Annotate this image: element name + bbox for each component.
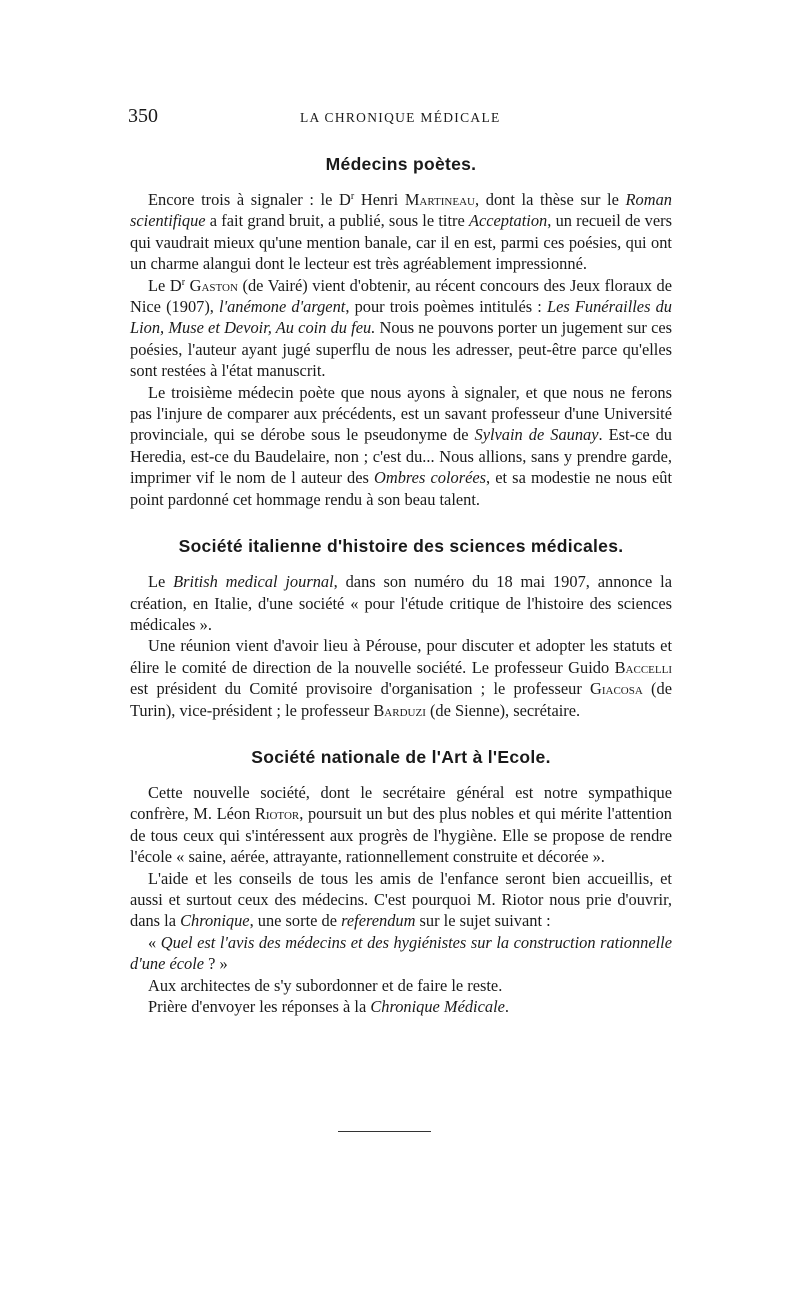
text-run: , une sorte de xyxy=(249,911,342,931)
article-body xyxy=(130,154,672,1017)
text-run: Nous ne pouvons porter un jugement sur ces poésies, l'auteur ayant jugé superflu de nous les adresser, peut-être parce qu'elles sont restées à l'état manuscrit. xyxy=(130,318,672,381)
paragraph xyxy=(130,996,672,1017)
text-run: . Est-ce du Heredia, est-ce du Baudelaire, non ; c'est du... Nous allions, sans y prendre garde, imprimer vif le nom de l auteur des xyxy=(130,425,673,488)
italic-text: Quel est l'avis des médecins et des hygiénistes sur la construction rationnelle d'une école xyxy=(130,932,672,974)
paragraph xyxy=(130,868,672,932)
paragraph xyxy=(130,635,672,721)
text-run: (de Vairé) vient d'obtenir, au récent concours des Jeux floraux de Nice (1907), xyxy=(130,275,672,317)
paragraph xyxy=(130,975,672,996)
italic-text: Les Funérailles du Lion, Muse et Devoir, Au coin du feu. xyxy=(130,297,673,338)
italic-text: Chronique Médicale xyxy=(370,997,505,1016)
italic-text: Ombres colorées xyxy=(374,468,486,488)
text-run: L'aide et les conseils de tous les amis de l'enfance seront bien accueillis, et aussi et surtout ceux des médecins. C'est pourquoi M. Riotor nous prie d'ouvrir, dans la xyxy=(130,868,672,931)
text-run: . xyxy=(504,997,510,1016)
small-caps-name: Giacosa xyxy=(590,679,643,699)
text-run: « xyxy=(148,932,161,952)
text-run: est président du Comité provisoire d'organisation ; le professeur xyxy=(130,679,591,699)
journal-title: LA CHRONIQUE MÉDICALE xyxy=(300,110,501,125)
section-heading: Société italienne d'histoire des sciences médicales. xyxy=(178,536,624,557)
text-run: a fait grand bruit, a publié, sous le titre xyxy=(205,211,469,231)
italic-text: Sylvain de Saunay xyxy=(474,425,599,445)
text-run: , dans son numéro du 18 mai 1907, annonce la création, en Italie, d'une société « pour l'étude critique de l'histoire des sciences médicales ». xyxy=(130,572,673,634)
text-run: (de Sienne), secrétaire. xyxy=(425,700,581,720)
text-run: sur le sujet suivant : xyxy=(415,911,551,931)
text-run: Une réunion vient d'avoir lieu à Pérouse, pour discuter et adopter les statuts et élire le comité de direction de la nouvelle société. Le professeur Guido xyxy=(130,636,672,677)
text-run: , un recueil de vers qui vaudrait mieux qu'une mention banale, car il en est, parmi ces poésies, qui ont un charme alangui dont le lecteur est très agréablement impressionné. xyxy=(130,211,672,274)
italic-text: British medical journal xyxy=(173,572,334,592)
paragraph xyxy=(130,382,672,510)
paragraph xyxy=(130,275,672,382)
text-run: Encore trois à signaler : le D xyxy=(148,190,351,209)
italic-text: l'anémone d'argent xyxy=(219,297,346,317)
paragraph xyxy=(130,932,672,975)
paragraph xyxy=(130,782,672,868)
italic-text: referendum xyxy=(341,911,416,931)
italic-text: Acceptation xyxy=(468,211,548,231)
text-run: Prière d'envoyer les réponses à la xyxy=(148,997,371,1016)
small-caps-name: Riotor xyxy=(254,804,300,824)
text-run: (de Turin), vice-président ; le professeur xyxy=(130,679,672,720)
end-rule xyxy=(338,1131,431,1132)
italic-text: Roman scientifique xyxy=(130,190,672,231)
small-caps-name: Baccelli xyxy=(614,657,672,677)
superscript: r xyxy=(181,276,186,288)
text-run: , et sa modestie ne nous eût point pardonné cet hommage rendu à son beau talent. xyxy=(130,468,672,509)
text-run: Le troisième médecin poète que nous ayons à signaler, et que nous ne ferons pas l'injure de comparer aux précédents, est un savant professeur d'une Université provinciale, qui se dérobe sous le pseudonyme de xyxy=(130,382,672,445)
text-run: Henri xyxy=(354,190,405,209)
running-head xyxy=(128,105,678,129)
small-caps-name: Barduzi xyxy=(373,700,426,720)
text-run: , poursuit un but des plus nobles et qui mérite l'attention de tous ceux qui s'intéressent aux progrès de l'hygiène. Elle se propose de rendre l'école « saine, aérée, attrayante, rationnellement construite et décorée ». xyxy=(130,804,672,867)
paragraph xyxy=(130,189,672,275)
text-run: Cette nouvelle société, dont le secrétaire général est notre sympathique confrère, M. Léon xyxy=(130,782,672,824)
small-caps-name: Martineau xyxy=(404,190,475,209)
text-run: Le xyxy=(148,572,174,592)
text-run: , dont la thèse sur le xyxy=(475,190,626,209)
paragraph xyxy=(130,571,672,635)
italic-text: Chronique xyxy=(180,911,250,931)
text-run: Aux architectes de s'y subordonner et de faire le reste. xyxy=(148,975,503,995)
text-run: ? » xyxy=(204,954,228,974)
page-number: 350 xyxy=(128,105,158,127)
section-heading: Société nationale de l'Art à l'Ecole. xyxy=(251,746,551,767)
text-run: Le D xyxy=(148,275,182,295)
text-run: , pour trois poèmes intitulés : xyxy=(345,297,547,317)
superscript: r xyxy=(350,191,355,202)
small-caps-name: Gaston xyxy=(189,275,238,295)
section-heading: Médecins poètes. xyxy=(325,154,477,174)
